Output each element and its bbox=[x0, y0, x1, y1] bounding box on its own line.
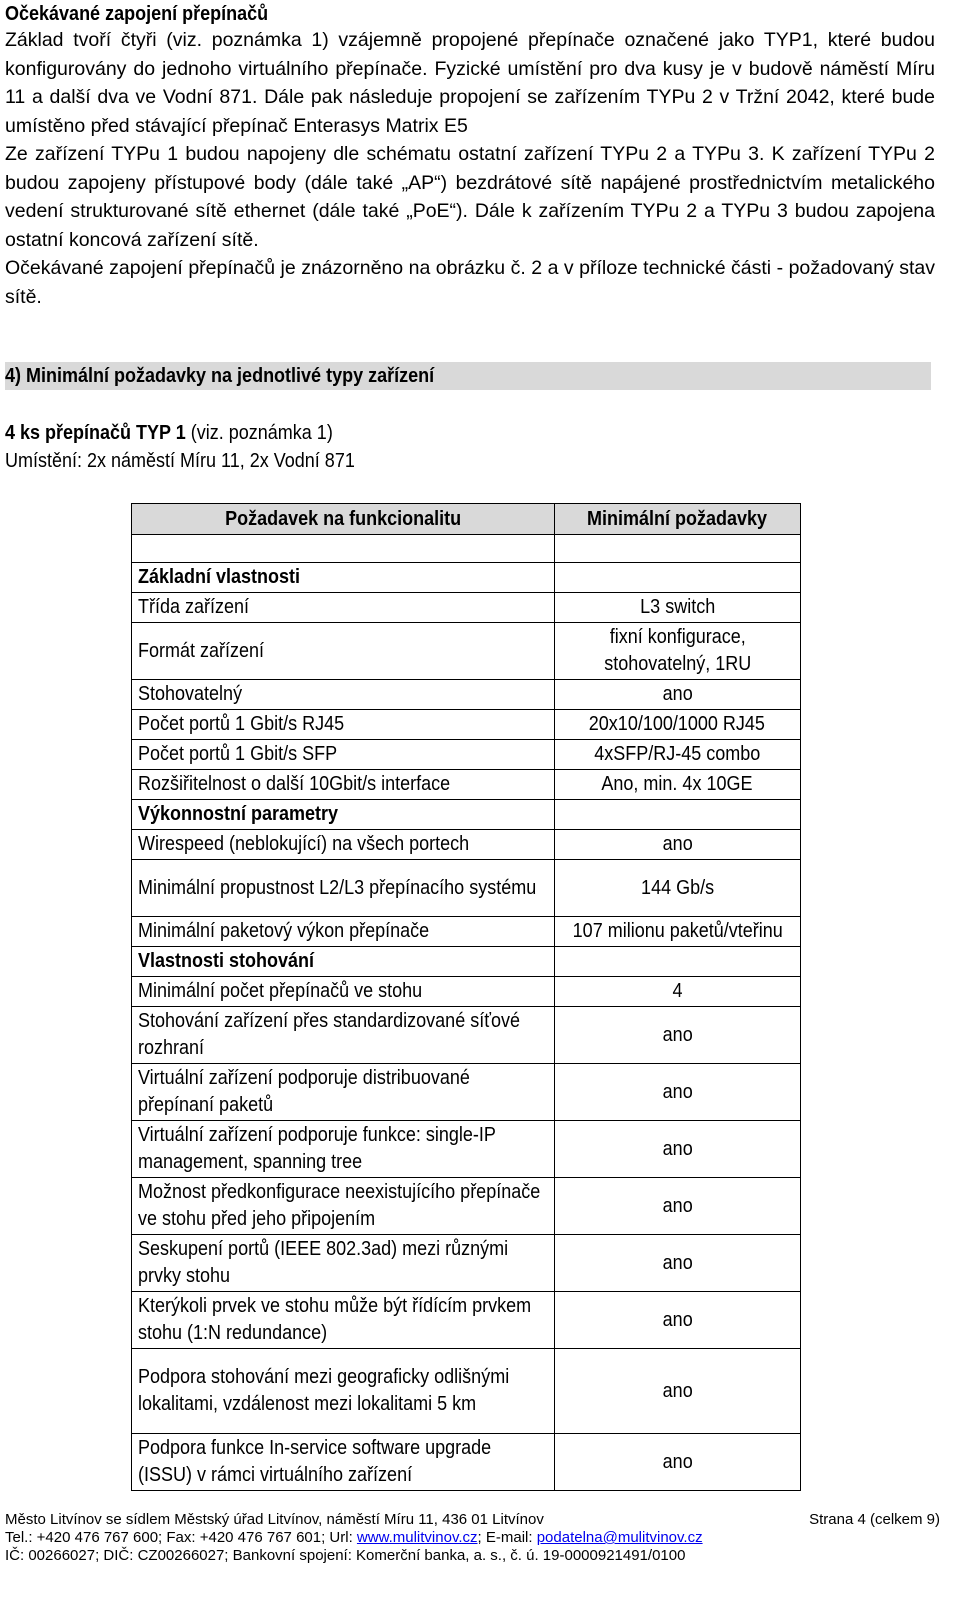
requirement-label: Počet portů 1 Gbit/s SFP bbox=[132, 740, 555, 770]
table-row bbox=[132, 1235, 801, 1292]
requirement-value bbox=[554, 800, 800, 830]
table-header-row bbox=[132, 504, 801, 535]
requirement-value: Ano, min. 4x 10GE bbox=[554, 770, 800, 800]
requirement-value: ano bbox=[554, 1121, 800, 1178]
requirement-label: Vlastnosti stohování bbox=[132, 947, 555, 977]
requirement-label: Počet portů 1 Gbit/s RJ45 bbox=[132, 710, 555, 740]
table-row bbox=[132, 680, 801, 710]
requirement-label: Možnost předkonfigurace neexistujícího přepínače ve stohu před jeho připojením bbox=[132, 1178, 555, 1235]
requirement-value bbox=[554, 947, 800, 977]
table-body bbox=[132, 535, 801, 1491]
requirement-label: Stohovatelný bbox=[132, 680, 555, 710]
device-location: Umístění: 2x náměstí Míru 11, 2x Vodní 871 bbox=[5, 450, 355, 472]
device-type-bold: 4 ks přepínačů TYP 1 bbox=[5, 422, 186, 444]
requirement-value: ano bbox=[554, 1434, 800, 1491]
requirement-value: ano bbox=[554, 1064, 800, 1121]
requirement-label: Virtuální zařízení podporuje distribuované přepínaní paketů bbox=[132, 1064, 555, 1121]
page-number: Strana 4 (celkem 9) bbox=[809, 1511, 940, 1528]
page-footer bbox=[5, 1511, 940, 1565]
requirement-label: Podpora stohování mezi geograficky odlišnými lokalitami, vzdálenost mezi lokalitami 5 km bbox=[132, 1349, 555, 1434]
table-group-row bbox=[132, 800, 801, 830]
footer-url-link[interactable]: www.mulitvinov.cz bbox=[356, 1529, 478, 1546]
footer-address: Město Litvínov se sídlem Městský úřad Litvínov, náměstí Míru 11, 436 01 Litvínov bbox=[5, 1511, 544, 1528]
requirement-label bbox=[132, 535, 555, 563]
requirement-label: Minimální počet přepínačů ve stohu bbox=[132, 977, 555, 1007]
table-row bbox=[132, 917, 801, 947]
requirement-label: Stohování zařízení přes standardizované síťové rozhraní bbox=[132, 1007, 555, 1064]
col-header-functionality: Požadavek na funkcionalitu bbox=[132, 504, 555, 535]
footer-line-1 bbox=[5, 1511, 940, 1529]
requirement-value: ano bbox=[554, 1178, 800, 1235]
requirement-label: Minimální propustnost L2/L3 přepínacího systému bbox=[132, 860, 555, 917]
footer-email-link[interactable]: podatelna@mulitvinov.cz bbox=[536, 1529, 703, 1546]
table-row bbox=[132, 977, 801, 1007]
requirement-value: ano bbox=[554, 680, 800, 710]
table-row bbox=[132, 1064, 801, 1121]
col-header-minimum: Minimální požadavky bbox=[554, 504, 800, 535]
requirement-value: 107 milionu paketů/vteřinu bbox=[554, 917, 800, 947]
table-row bbox=[132, 740, 801, 770]
table-row bbox=[132, 1121, 801, 1178]
requirement-value: 20x10/100/1000 RJ45 bbox=[554, 710, 800, 740]
requirement-label: Kterýkoli prvek ve stohu může být řídícím prvkem stohu (1:N redundance) bbox=[132, 1292, 555, 1349]
table-row bbox=[132, 1007, 801, 1064]
intro-paragraph-3: Očekávané zapojení přepínačů je znázorněno na obrázku č. 2 a v příloze technické části - požadovaný stav sítě. bbox=[5, 257, 935, 308]
table-group-row bbox=[132, 947, 801, 977]
requirement-label: Formát zařízení bbox=[132, 623, 555, 680]
footer-line-2: Tel.: +420 476 767 600; Fax: +420 476 767 601; Url: www.mulitvinov.cz; E-mail: podatelna@mulitvinov.cz bbox=[5, 1529, 703, 1546]
requirement-label: Rozšiřitelnost o další 10Gbit/s interface bbox=[132, 770, 555, 800]
table-row bbox=[132, 770, 801, 800]
table-row bbox=[132, 1292, 801, 1349]
footer-line-3: IČ: 00266027; DIČ: CZ00266027; Bankovní spojení: Komerční banka, a. s., č. ú. 19-0000921491/0100 bbox=[5, 1547, 686, 1564]
requirement-value: ano bbox=[554, 1292, 800, 1349]
requirement-value bbox=[554, 563, 800, 593]
requirement-value: ano bbox=[554, 1235, 800, 1292]
table-row bbox=[132, 623, 801, 680]
table-row bbox=[132, 710, 801, 740]
table-row bbox=[132, 830, 801, 860]
document-page bbox=[5, 0, 935, 472]
table-row bbox=[132, 593, 801, 623]
device-type-note: (viz. poznámka 1) bbox=[185, 422, 333, 444]
table-group-row bbox=[132, 563, 801, 593]
table-row bbox=[132, 535, 801, 563]
requirement-value: 4 bbox=[554, 977, 800, 1007]
requirement-value: 144 Gb/s bbox=[554, 860, 800, 917]
requirement-value: fixní konfigurace, stohovatelný, 1RU bbox=[554, 623, 800, 680]
requirement-value: ano bbox=[554, 1007, 800, 1064]
requirement-label: Podpora funkce In-service software upgrade (ISSU) v rámci virtuálního zařízení bbox=[132, 1434, 555, 1491]
table-row bbox=[132, 1178, 801, 1235]
section-heading: Očekávané zapojení přepínačů bbox=[5, 3, 269, 25]
requirement-label: Výkonnostní parametry bbox=[132, 800, 555, 830]
requirement-value: ano bbox=[554, 830, 800, 860]
requirement-value: ano bbox=[554, 1349, 800, 1434]
requirement-value bbox=[554, 535, 800, 563]
requirement-label: Wirespeed (neblokující) na všech portech bbox=[132, 830, 555, 860]
intro-paragraph-1: Základ tvoří čtyři (viz. poznámka 1) vzájemně propojené přepínače označené jako TYP1, které budou konfigurovány do jednoho virtuálního přepínače. Fyzické umístění pro dva kusy je v budově náměstí Míru 11 a další dva ve Vodní 871. Dále pak následuje propojení se zařízením TYPu 2 v Tržní 2042, které bude umístěno před stávající přepínač Enterasys Matrix E5 bbox=[5, 29, 935, 137]
requirement-label: Třída zařízení bbox=[132, 593, 555, 623]
intro-paragraph-2: Ze zařízení TYPu 1 budou napojeny dle schématu ostatní zařízení TYPu 2 a TYPu 3. K zařízení TYPu 2 budou zapojeny přístupové body (dále také „AP“) bezdrátové sítě napájené prostřednictvím metalického vedení strukturované sítě ethernet (dále také „PoE“). Dále k zařízením TYPu 2 a TYPu 3 budou zapojena ostatní koncová zařízení sítě. bbox=[5, 143, 935, 251]
requirements-table bbox=[131, 503, 801, 1491]
table-row bbox=[132, 1434, 801, 1491]
requirement-label: Seskupení portů (IEEE 802.3ad) mezi různými prvky stohu bbox=[132, 1235, 555, 1292]
requirement-value: 4xSFP/RJ-45 combo bbox=[554, 740, 800, 770]
device-type-title bbox=[5, 419, 369, 447]
section-4-title: 4) Minimální požadavky na jednotlivé typy zařízení bbox=[5, 362, 931, 390]
requirement-label: Základní vlastnosti bbox=[132, 563, 555, 593]
table-row bbox=[132, 860, 801, 917]
requirement-label: Minimální paketový výkon přepínače bbox=[132, 917, 555, 947]
requirement-label: Virtuální zařízení podporuje funkce: single-IP management, spanning tree bbox=[132, 1121, 555, 1178]
requirement-value: L3 switch bbox=[554, 593, 800, 623]
table-row bbox=[132, 1349, 801, 1434]
